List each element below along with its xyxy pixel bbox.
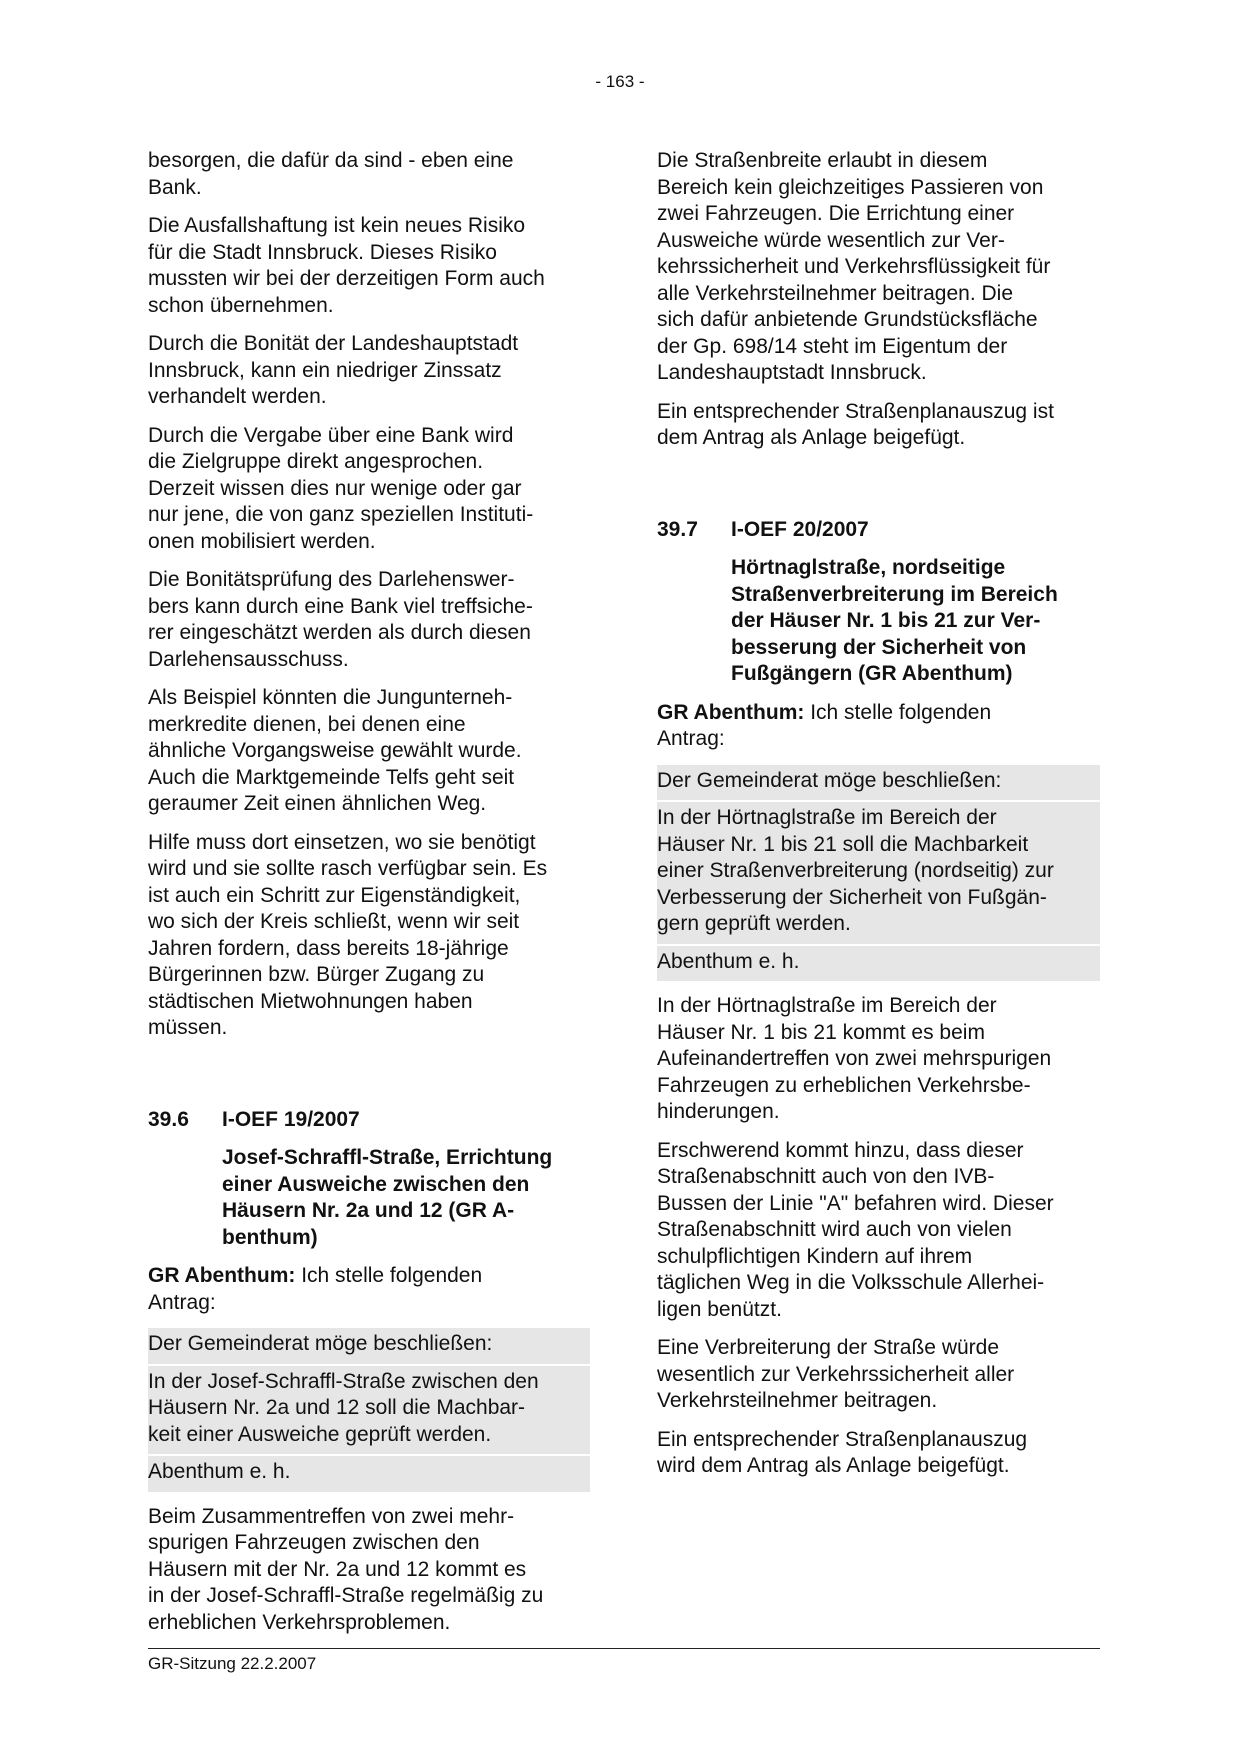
text-line: der Gp. 698/14 steht im Eigentum der: [657, 334, 1008, 358]
text-line: Straßenabschnitt auch von den IVB-: [657, 1165, 995, 1188]
text-line: ist auch ein Schritt zur Eigenständigkeit,: [148, 883, 521, 907]
text-line: Aufeinandertreffen von zwei mehrspurigen: [657, 1047, 1052, 1070]
text-line: Durch die Bonität der Landeshauptstadt: [148, 332, 519, 355]
text-line: Als Beispiel könnten die Jungunterneh-: [148, 686, 513, 709]
text-line: Bank.: [148, 175, 202, 199]
paragraph: [657, 1138, 1100, 1324]
motion-box-signature: Abenthum e. h.: [657, 949, 800, 973]
text-line: Die Bonitätsprüfung des Darlehenswer-: [148, 568, 515, 591]
section-heading-39-6: [148, 1107, 590, 1134]
text-line: Ausweiche würde wesentlich zur Ver-: [657, 228, 1005, 252]
text-line: Derzeit wissen dies nur wenige oder gar: [148, 476, 522, 500]
text-line: Verbesserung der Sicherheit von Fußgän-: [657, 885, 1047, 909]
text-line: sich dafür anbietende Grundstücksfläche: [657, 308, 1038, 331]
speaker-name: GR Abenthum:: [148, 1264, 296, 1287]
text-line: Straßenabschnitt wird auch von vielen: [657, 1218, 1012, 1241]
text-line: alle Verkehrsteilnehmer beitragen. Die: [657, 281, 1014, 305]
text-line: Straßenverbreiterung im Bereich: [731, 582, 1058, 606]
spacer: [657, 464, 1100, 517]
text-line: Ein entsprechender Straßenplanauszug: [657, 1427, 1028, 1451]
text-line: Durch die Vergabe über eine Bank wird: [148, 423, 514, 447]
text-line: der Häuser Nr. 1 bis 21 zur Ver-: [731, 609, 1041, 632]
text-line: merkredite dienen, bei denen eine: [148, 712, 466, 736]
text-line: besserung der Sicherheit von: [731, 635, 1027, 659]
motion-box: [657, 765, 1100, 982]
paragraph: [148, 567, 590, 673]
paragraph: [657, 993, 1100, 1126]
text-line: wo sich der Kreis schließt, wenn wir seit: [148, 910, 520, 933]
text-line: Fußgängern (GR Abenthum): [731, 662, 1013, 685]
text-line: schulpflichtigen Kindern auf ihrem: [657, 1244, 973, 1268]
section-number: 39.7: [657, 517, 698, 541]
text-line: nur jene, die von ganz speziellen Instituti-: [148, 503, 534, 526]
left-column: [148, 148, 590, 1648]
text-line: spurigen Fahrzeugen zwischen den: [148, 1531, 480, 1554]
text-line: die Zielgruppe direkt angesprochen.: [148, 450, 484, 473]
section-title: [731, 555, 1100, 688]
paragraph: [148, 148, 590, 201]
text-line: geraumer Zeit einen ähnlichen Weg.: [148, 792, 487, 815]
text-line: erheblichen Verkehrsproblemen.: [148, 1610, 451, 1634]
text-line: Fahrzeugen zu erheblichen Verkehrsbe-: [657, 1073, 1031, 1097]
paragraph: [148, 331, 590, 411]
text-line: besorgen, die dafür da sind - eben eine: [148, 149, 514, 172]
text-line: Eine Verbreiterung der Straße würde: [657, 1336, 1000, 1359]
text-line: ähnliche Vorgangsweise gewählt wurde.: [148, 739, 522, 762]
text-line: Jahren fordern, dass bereits 18-jährige: [148, 936, 509, 960]
text-line: einer Ausweiche zwischen den: [222, 1172, 530, 1196]
motion-box-body: [148, 1366, 590, 1455]
text-line: Häusern Nr. 2a und 12 soll die Machbar-: [148, 1396, 526, 1419]
text-line: benthum): [222, 1225, 318, 1249]
text-line: hinderungen.: [657, 1100, 780, 1123]
text-line: onen mobilisiert werden.: [148, 529, 376, 553]
text-line: Darlehensausschuss.: [148, 647, 349, 671]
text-line: schon übernehmen.: [148, 293, 334, 317]
text-line: wird und sie sollte rasch verfügbar sein. Es: [148, 857, 548, 880]
footer-rule: [148, 1648, 1100, 1649]
text-line: einer Straßenverbreiterung (nordseitig) zur: [657, 859, 1054, 882]
paragraph: [657, 1335, 1100, 1415]
text-line: in der Josef-Schraffl-Straße regelmäßig zu: [148, 1584, 544, 1607]
text-line: Häusern mit der Nr. 2a und 12 kommt es: [148, 1557, 527, 1581]
text-line: zwei Fahrzeugen. Die Errichtung einer: [657, 202, 1015, 225]
text-line: In der Hörtnaglstraße im Bereich der: [657, 806, 997, 829]
motion-box-heading: Der Gemeinderat möge beschließen:: [148, 1332, 493, 1355]
text-line: Die Straßenbreite erlaubt in diesem: [657, 149, 988, 172]
paragraph: [657, 399, 1100, 452]
paragraph: [148, 830, 590, 1042]
text-line: wird dem Antrag als Anlage beigefügt.: [657, 1454, 1010, 1477]
text-line: für die Stadt Innsbruck. Dieses Risiko: [148, 240, 497, 264]
paragraph: [148, 1504, 590, 1637]
intro-text: Ich stelle folgenden: [804, 700, 992, 724]
text-line: Häuser Nr. 1 bis 21 kommt es beim: [657, 1020, 985, 1044]
text-line: Beim Zusammentreffen von zwei mehr-: [148, 1504, 515, 1528]
text-line: Häuser Nr. 1 bis 21 soll die Machbarkeit: [657, 832, 1029, 856]
section-code: I-OEF 20/2007: [731, 517, 869, 541]
motion-box-body: [657, 802, 1100, 944]
paragraph: [148, 213, 590, 319]
footer-text: GR-Sitzung 22.2.2007: [148, 1654, 317, 1673]
text-line: städtischen Mietwohnungen haben: [148, 989, 473, 1013]
text-line: Die Ausfallshaftung ist kein neues Risiko: [148, 214, 526, 237]
text-line: Bussen der Linie "A" befahren wird. Dieser: [657, 1191, 1054, 1215]
motion-intro: [657, 700, 1100, 753]
text-line: gern geprüft werden.: [657, 912, 851, 935]
paragraph: [148, 423, 590, 556]
motion-box-heading: Der Gemeinderat möge beschließen:: [657, 768, 1002, 792]
text-line: Erschwerend kommt hinzu, dass dieser: [657, 1138, 1024, 1162]
text-line: dem Antrag als Anlage beigefügt.: [657, 426, 966, 449]
intro-line-2: Antrag:: [148, 1290, 216, 1314]
text-line: rer eingeschätzt werden als durch diesen: [148, 621, 531, 644]
text-line: In der Hörtnaglstraße im Bereich der: [657, 994, 997, 1017]
text-line: Hilfe muss dort einsetzen, wo sie benötigt: [148, 830, 536, 854]
text-line: Verkehrsteilnehmer beitragen.: [657, 1389, 938, 1412]
section-heading-39-7: [657, 517, 1100, 544]
spacer: [148, 1054, 590, 1107]
section-title: [222, 1145, 590, 1251]
text-line: ligen benützt.: [657, 1297, 782, 1321]
text-line: mussten wir bei der derzeitigen Form auch: [148, 267, 545, 290]
text-line: täglichen Weg in die Volksschule Allerhei-: [657, 1271, 1045, 1294]
motion-intro: [148, 1263, 590, 1316]
right-column: [657, 148, 1100, 1492]
text-line: wesentlich zur Verkehrssicherheit aller: [657, 1362, 1015, 1386]
page-number: - 163 -: [595, 72, 645, 91]
paragraph: [148, 685, 590, 818]
text-line: In der Josef-Schraffl-Straße zwischen den: [148, 1369, 539, 1393]
intro-line-2: Antrag:: [657, 727, 725, 750]
text-line: Innsbruck, kann ein niedriger Zinssatz: [148, 358, 502, 382]
section-code: I-OEF 19/2007: [222, 1107, 360, 1131]
motion-box-signature: Abenthum e. h.: [148, 1460, 291, 1483]
text-line: Auch die Marktgemeinde Telfs geht seit: [148, 765, 515, 789]
intro-text: Ich stelle folgenden: [295, 1264, 483, 1287]
paragraph: [657, 148, 1100, 387]
text-line: Landeshauptstadt Innsbruck.: [657, 361, 927, 384]
text-line: keit einer Ausweiche geprüft werden.: [148, 1422, 492, 1446]
text-line: Bereich kein gleichzeitiges Passieren von: [657, 175, 1044, 199]
text-line: Ein entsprechender Straßenplanauszug ist: [657, 399, 1054, 423]
section-number: 39.6: [148, 1107, 189, 1131]
text-line: Hörtnaglstraße, nordseitige: [731, 556, 1006, 579]
text-line: Josef-Schraffl-Straße, Errichtung: [222, 1146, 553, 1169]
paragraph: [657, 1427, 1100, 1480]
text-line: Häusern Nr. 2a und 12 (GR A-: [222, 1199, 515, 1222]
motion-box: [148, 1328, 590, 1492]
text-line: verhandelt werden.: [148, 385, 327, 408]
text-line: bers kann durch eine Bank viel treffsiche-: [148, 594, 533, 618]
text-line: Bürgerinnen bzw. Bürger Zugang zu: [148, 963, 485, 986]
speaker-name: GR Abenthum:: [657, 700, 805, 724]
text-line: kehrssicherheit und Verkehrsflüssigkeit für: [657, 255, 1051, 278]
text-line: müssen.: [148, 1016, 228, 1039]
